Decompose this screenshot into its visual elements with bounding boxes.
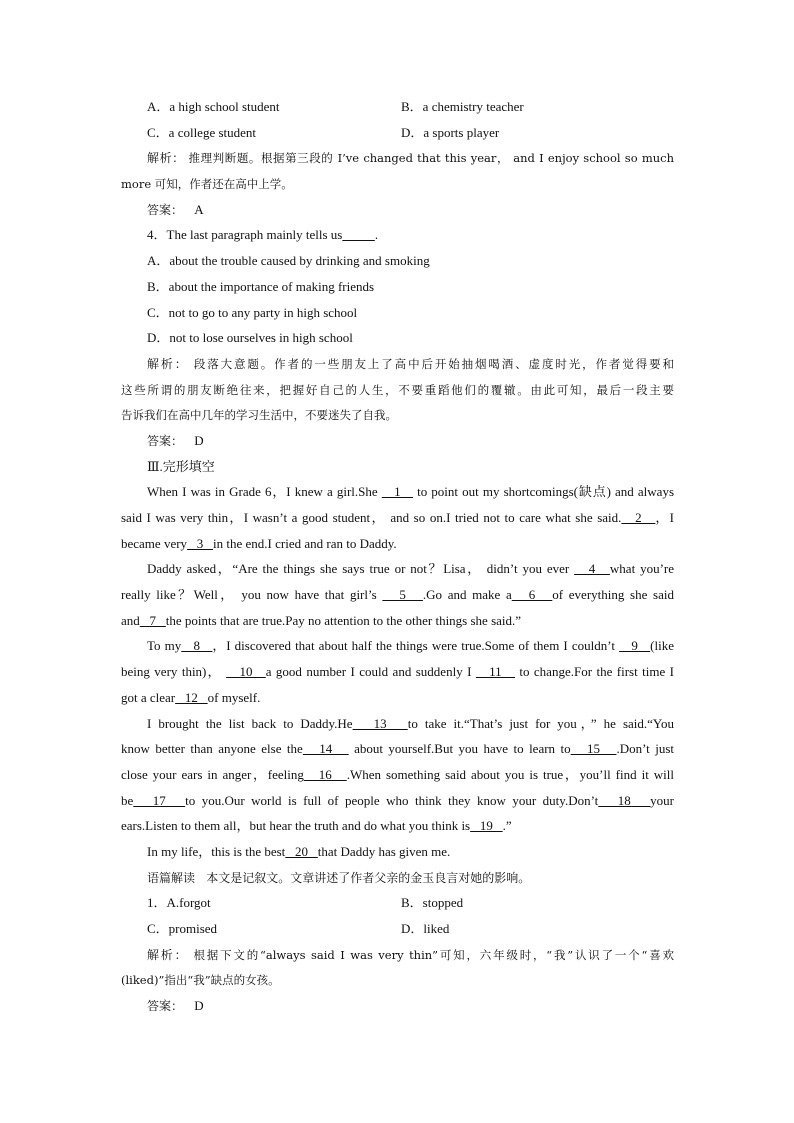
passage-text: your: [650, 792, 674, 808]
document-content: [121, 94, 674, 1019]
passage-line: [121, 762, 674, 788]
q3-analysis-text-1: 推理判断题。根据第三段的 I’ve changed that this year， and I enjoy school so much: [188, 151, 674, 166]
q1-analysis-text-2: (liked)”指出“我”缺点的女孩。: [121, 973, 280, 988]
passage-text: (like: [650, 638, 674, 654]
passage-text: in the end.I cried and ran to Daddy.: [213, 535, 397, 551]
passage-text: to change.For the first time I: [514, 664, 674, 680]
q4-stem-end: .: [374, 227, 379, 243]
q1-answer-value: D: [194, 998, 204, 1014]
cloze-blank: 4: [574, 561, 610, 577]
q4-answer-label: 答案：: [147, 433, 184, 448]
q4-analysis-text-2: 这些所谓的朋友断绝往来，把握好自己的人生，不要重蹈他们的覆辙。由此可知，最后一段主要: [121, 382, 674, 397]
passage-line: [121, 531, 674, 557]
cloze-blank: 20: [285, 843, 318, 859]
q4-option-b: B．about the importance of making friends: [147, 278, 375, 294]
passage-summary: [121, 865, 674, 891]
passage-text: what you’re: [609, 561, 674, 577]
q3-analysis-line-1: [121, 145, 674, 171]
passage-text: said I was very thin，I wasn’t a good student， and so on.I tried not to care what she said.: [121, 510, 622, 525]
passage-line: [121, 608, 674, 634]
q3-options-row-2: [121, 120, 674, 146]
passage-text: .”: [502, 818, 512, 834]
cloze-blank: 2: [621, 510, 656, 525]
cloze-blank: 12: [175, 689, 208, 705]
passage-line: [121, 736, 674, 762]
passage-text: of everything she said: [552, 587, 674, 603]
passage-line: [121, 582, 674, 608]
q3-answer: [121, 197, 674, 223]
passage-text: the points that are true.Pay no attention to the other things she said.”: [165, 612, 522, 628]
passage-text: be: [121, 792, 134, 808]
q1-analysis-line-2: [121, 967, 674, 993]
q1-option-b: B．stopped: [401, 895, 464, 911]
q4-analysis-line-1: [121, 351, 674, 377]
passage-line: [121, 556, 674, 582]
passage-text: of myself.: [207, 689, 261, 705]
cloze-blank: 3: [187, 535, 214, 551]
cloze-blank: 19: [470, 818, 503, 834]
passage-text: being very thin)，: [121, 664, 227, 680]
passage-text: .Don’t just: [616, 741, 674, 757]
passage-text: got a clear: [121, 689, 176, 705]
q4-analysis-label: 解析：: [147, 356, 189, 371]
passage-text: .When something said about you is true，you’ll find it will: [346, 766, 674, 782]
q1-answer-label: 答案：: [147, 999, 184, 1014]
cloze-blank: 14: [302, 741, 349, 757]
q3-analysis-line-2: [121, 171, 674, 197]
q3-option-b: B．a chemistry teacher: [401, 99, 524, 114]
passage-text: really like？Well， you now have that girl’s: [121, 587, 383, 603]
q3-option-d: D．a sports player: [401, 124, 500, 140]
q4-stem-blank: [342, 227, 375, 242]
q4-analysis-text-1: 段落大意题。作者的一些朋友上了高中后开始抽烟喝酒、虚度时光，作者觉得要和: [193, 356, 674, 371]
cloze-blank: 13: [352, 715, 408, 731]
passage-text: To my: [147, 638, 182, 654]
passage-text: ，I: [655, 510, 674, 525]
passage-text: When I was in Grade 6，I knew a girl.She: [147, 484, 382, 500]
cloze-blank: 9: [619, 638, 651, 654]
q3-options-row-1: [121, 94, 674, 120]
q4-analysis-line-3: [121, 402, 674, 428]
summary-text: 本文是记叙文。文章讲述了作者父亲的金玉良言对她的影响。: [206, 870, 531, 885]
passage-line: [121, 633, 674, 659]
q1-option-d: D．liked: [401, 921, 450, 936]
passage-line: [121, 839, 674, 865]
q3-analysis-text-2: more 可知，作者还在高中上学。: [121, 177, 293, 192]
passage-text: ears.Listen to them all，but hear the truth and do what you think is: [121, 818, 471, 834]
cloze-blank: 1: [381, 484, 413, 500]
passage-line: [121, 659, 674, 685]
passage-line: [121, 788, 674, 814]
cloze-blank: 7: [139, 612, 166, 628]
passage-line: [121, 505, 674, 531]
cloze-blank: 8: [181, 638, 213, 654]
passage-line: [121, 813, 674, 839]
q1-analysis-line-1: [121, 942, 674, 968]
passage-text: ，I discovered that about half the things were true.Some of them I couldn’t: [212, 638, 620, 654]
passage-line: [121, 479, 674, 505]
q4-option-d: D．not to lose ourselves in high school: [147, 330, 353, 346]
q1-answer: [121, 993, 674, 1019]
cloze-blank: 18: [598, 792, 651, 808]
cloze-blank: 10: [226, 664, 266, 680]
q1-options-row-1: [121, 890, 674, 916]
q4-answer: [121, 428, 674, 454]
q1-options-row-2: [121, 916, 674, 942]
cloze-blank: 11: [475, 664, 515, 680]
cloze-blank: 15: [570, 741, 617, 757]
q4-option-a: A．about the trouble caused by drinking and smoking: [147, 253, 430, 269]
q4-stem: [121, 222, 674, 248]
passage-text: that Daddy has given me.: [317, 843, 451, 859]
q1-option-a: 1．A.forgot: [147, 895, 211, 911]
passage-text: about yourself.But you have to learn to: [348, 741, 571, 757]
passage-text: and: [121, 612, 140, 628]
cloze-blank: 17: [133, 792, 186, 808]
passage-text: to you.Our world is full of people who think they know your duty.Don’t: [185, 792, 599, 808]
passage-text: to take it.“That’s just for you，” he said.“You: [407, 715, 674, 731]
q3-analysis-label: 解析：: [147, 151, 185, 166]
q3-option-c: C．a college student: [147, 124, 257, 140]
q1-option-c: C．promised: [147, 921, 218, 936]
passage-line: [121, 711, 674, 737]
passage-text: Daddy asked，“Are the things she says true or not？Lisa， didn’t you ever: [147, 561, 575, 577]
q4-stem-text: 4．The last paragraph mainly tells us: [147, 227, 343, 243]
passage-line: [121, 685, 674, 711]
passage-text: close your ears in anger，feeling: [121, 766, 304, 782]
section-title: Ⅲ.完形填空: [147, 458, 215, 474]
cloze-blank: 16: [303, 766, 347, 782]
passage-text: know better than anyone else the: [121, 741, 303, 757]
q4-answer-value: D: [194, 432, 204, 448]
passage-text: In my life，this is the best: [147, 843, 286, 859]
q3-option-a: A．a high school student: [147, 99, 280, 114]
q1-analysis-label: 解析：: [147, 947, 189, 962]
cloze-blank: 6: [511, 587, 553, 603]
cloze-blank: 5: [382, 587, 423, 603]
q4-analysis-line-2: [121, 377, 674, 403]
q4-analysis-text-3: 告诉我们在高中几年的学习生活中，不要迷失了自我。: [121, 408, 397, 423]
passage-text: .Go and make a: [422, 587, 512, 603]
passage-text: a good number I could and suddenly I: [265, 664, 476, 680]
passage-text: became very: [121, 535, 188, 551]
q3-answer-label: 答案：: [147, 202, 184, 217]
summary-label: 语篇解读: [147, 870, 196, 885]
q4-option-c: C．not to go to any party in high school: [147, 304, 358, 320]
passage-text: I brought the list back to Daddy.He: [147, 715, 353, 731]
q1-analysis-text-1: 根据下文的“always said I was very thin”可知，六年级时，“我”认识了一个“喜欢: [193, 947, 674, 962]
q3-answer-value: A: [194, 201, 204, 217]
passage-text: to point out my shortcomings(缺点) and always: [412, 484, 674, 500]
